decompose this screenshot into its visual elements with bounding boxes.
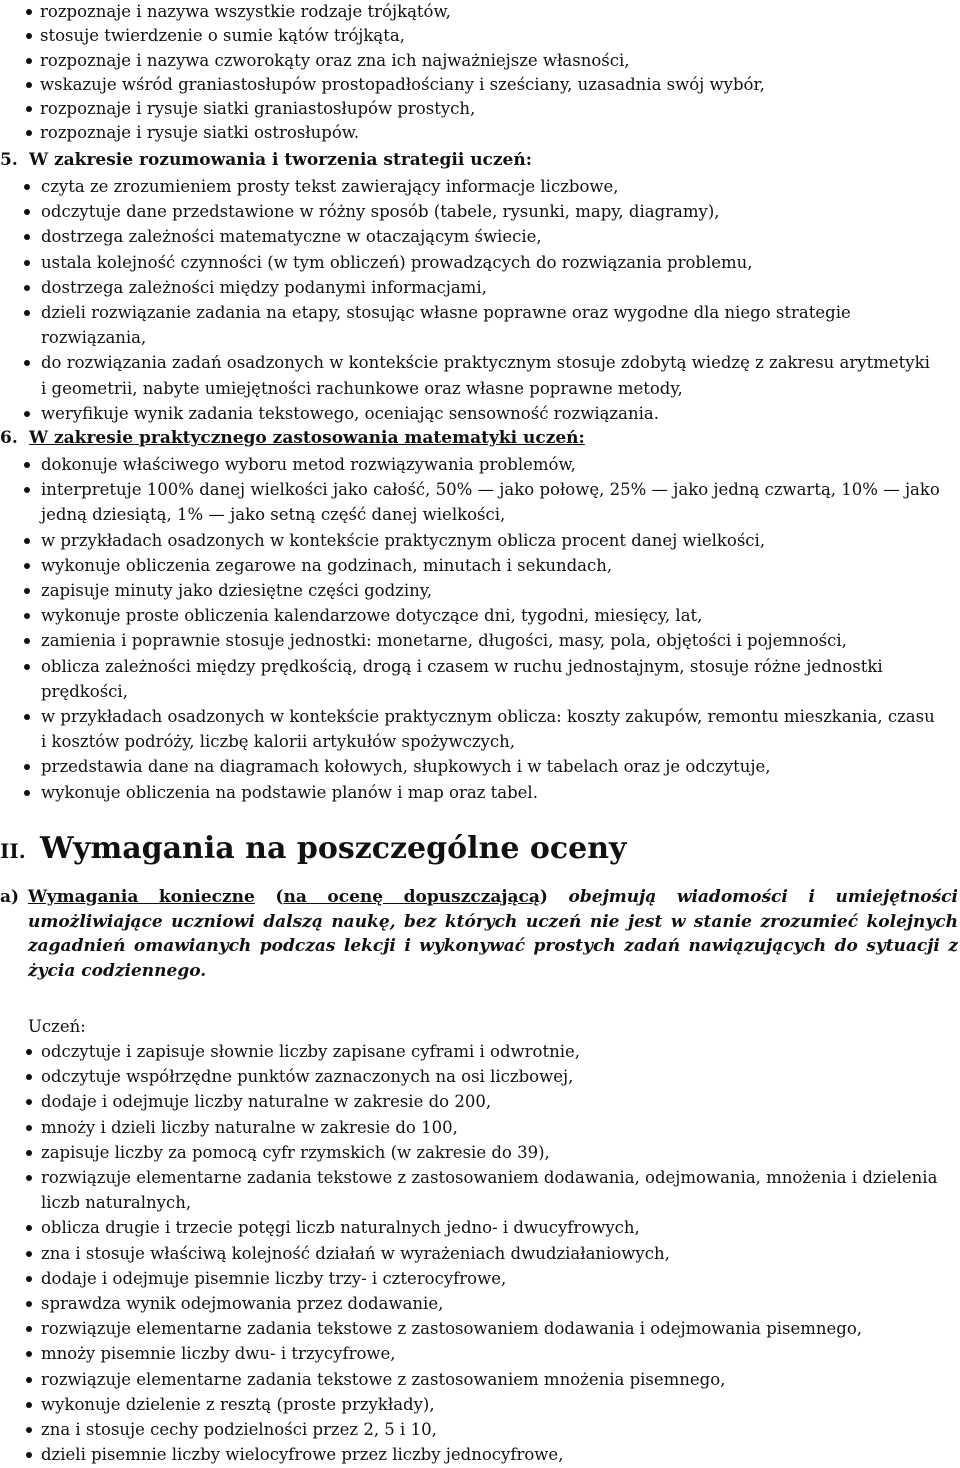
- list-item: oblicza zależności między prędkością, drogą i czasem w ruchu jednostajnym, stosuje różne jednostki prędkości,: [0, 654, 960, 704]
- list-item: w przykładach osadzonych w kontekście praktycznym oblicza procent danej wielkości,: [0, 528, 960, 553]
- list-item: wykonuje dzielenie z resztą (proste przykłady),: [0, 1392, 960, 1417]
- list-item: wykonuje obliczenia zegarowe na godzinach, minutach i sekundach,: [0, 553, 960, 578]
- section5-list: [0, 174, 960, 426]
- list-item: dodaje i odejmuje liczby naturalne w zakresie do 200,: [0, 1089, 960, 1114]
- student-label: Uczeń:: [28, 1017, 86, 1036]
- section6-list: [0, 452, 960, 805]
- list-item: zapisuje liczby za pomocą cyfr rzymskich (w zakresie do 39),: [0, 1140, 960, 1165]
- section-title: W zakresie rozumowania i tworzenia strategii uczeń:: [29, 150, 533, 170]
- section-number: 6.: [0, 428, 18, 448]
- list-item: dzieli pisemnie liczby wielocyfrowe przez liczby jednocyfrowe,: [0, 1442, 960, 1467]
- list-item: weryfikuje wynik zadania tekstowego, oceniając sensowność rozwiązania.: [0, 401, 960, 426]
- list-item: zna i stosuje właściwą kolejność działań w wyrażeniach dwudziałaniowych,: [0, 1241, 960, 1266]
- list-item: dostrzega zależności między podanymi informacjami,: [0, 275, 960, 300]
- list-item: wskazuje wśród graniastosłupów prostopadłościany i sześciany, uzasadnia swój wybór,: [0, 73, 960, 97]
- list-item: czyta ze zrozumieniem prosty tekst zawierający informacje liczbowe,: [0, 174, 960, 199]
- list-item: przedstawia dane na diagramach kołowych, słupkowych i w tabelach oraz je odczytuje,: [0, 754, 960, 779]
- list-item: do rozwiązania zadań osadzonych w kontekście praktycznym stosuje zdobytą wiedzę z zakresu arytmetyki i geometrii, nabyte umiejętności rachunkowe oraz własne poprawne metody,: [0, 350, 960, 400]
- list-item: dostrzega zależności matematyczne w otaczającym świecie,: [0, 224, 960, 249]
- section-numeral: II.: [0, 839, 26, 863]
- section5-heading: [0, 148, 532, 172]
- list-item: stosuje twierdzenie o sumie kątów trójkąta,: [0, 24, 960, 48]
- paragraph-letter: a): [0, 887, 20, 907]
- list-item: rozpoznaje i rysuje siatki ostrosłupów.: [0, 121, 960, 145]
- paren-close: ): [539, 887, 548, 907]
- list-item: wykonuje obliczenia na podstawie planów i map oraz tabel.: [0, 780, 960, 805]
- section-title: W zakresie praktycznego zastosowania matematyki uczeń:: [29, 428, 585, 448]
- list-item: rozwiązuje elementarne zadania tekstowe z zastosowaniem dodawania, odejmowania, mnożenia i dzielenia liczb naturalnych,: [0, 1165, 960, 1215]
- list-item: ustala kolejność czynności (w tym obliczeń) prowadzących do rozwiązania problemu,: [0, 250, 960, 275]
- requirements-list: [0, 1039, 960, 1467]
- list-item: zamienia i poprawnie stosuje jednostki: monetarne, długości, masy, pola, objętości i pojemności,: [0, 628, 960, 653]
- section6-heading: [0, 426, 585, 450]
- list-item: mnoży i dzieli liczby naturalne w zakresie do 100,: [0, 1115, 960, 1140]
- list-item: wykonuje proste obliczenia kalendarzowe dotyczące dni, tygodni, miesięcy, lat,: [0, 603, 960, 628]
- list-item: zapisuje minuty jako dziesiętne części godziny,: [0, 578, 960, 603]
- section4-list: [0, 0, 960, 146]
- list-item: sprawdza wynik odejmowania przez dodawanie,: [0, 1291, 960, 1316]
- section-ii-heading: [0, 828, 626, 872]
- requirements-paragraph: [28, 885, 958, 983]
- list-item: dzieli rozwiązanie zadania na etapy, stosując własne poprawne oraz wygodne dla niego strategie rozwiązania,: [0, 300, 960, 350]
- list-item: rozpoznaje i nazywa czworokąty oraz zna ich najważniejsze własności,: [0, 49, 960, 73]
- list-item: rozpoznaje i rysuje siatki graniastosłupów prostych,: [0, 97, 960, 121]
- list-item: odczytuje współrzędne punktów zaznaczonych na osi liczbowej,: [0, 1064, 960, 1089]
- list-item: dokonuje właściwego wyboru metod rozwiązywania problemów,: [0, 452, 960, 477]
- paren-open: (: [275, 887, 284, 907]
- list-item: interpretuje 100% danej wielkości jako całość, 50% — jako połowę, 25% — jako jedną czwartą, 10% — jako jedną dziesiątą, 1% — jako setną część danej wielkości,: [0, 477, 960, 527]
- list-item: rozpoznaje i nazywa wszystkie rodzaje trójkątów,: [0, 0, 960, 24]
- list-item: odczytuje i zapisuje słownie liczby zapisane cyframi i odwrotnie,: [0, 1039, 960, 1064]
- list-item: dodaje i odejmuje pisemnie liczby trzy- i czterocyfrowe,: [0, 1266, 960, 1291]
- list-item: zna i stosuje cechy podzielności przez 2, 5 i 10,: [0, 1417, 960, 1442]
- list-item: mnoży pisemnie liczby dwu- i trzycyfrowe,: [0, 1341, 960, 1366]
- section-title: Wymagania na poszczególne oceny: [40, 831, 627, 866]
- grade-name: na ocenę dopuszczającą: [283, 887, 540, 907]
- list-item: oblicza drugie i trzecie potęgi liczb naturalnych jedno- i dwucyfrowych,: [0, 1215, 960, 1240]
- section-number: 5.: [0, 150, 18, 170]
- list-item: rozwiązuje elementarne zadania tekstowe z zastosowaniem dodawania i odejmowania pisemnego,: [0, 1316, 960, 1341]
- requirement-name: Wymagania konieczne: [28, 887, 255, 907]
- list-item: rozwiązuje elementarne zadania tekstowe z zastosowaniem mnożenia pisemnego,: [0, 1367, 960, 1392]
- list-item: w przykładach osadzonych w kontekście praktycznym oblicza: koszty zakupów, remontu mieszkania, czasu i kosztów podróży, liczbę kalorii artykułów spożywczych,: [0, 704, 960, 754]
- list-item: odczytuje dane przedstawione w różny sposób (tabele, rysunki, mapy, diagramy),: [0, 199, 960, 224]
- requirement-description: obejmują wiadomości i umiejętności umożliwiające uczniowi dalszą naukę, bez których uczeń nie jest w stanie zrozumieć kolejnych zagadnień omawianych podczas lekcji i wykonywać prostych zadań nawiązujących do sytuacji z życia codziennego.: [28, 887, 958, 981]
